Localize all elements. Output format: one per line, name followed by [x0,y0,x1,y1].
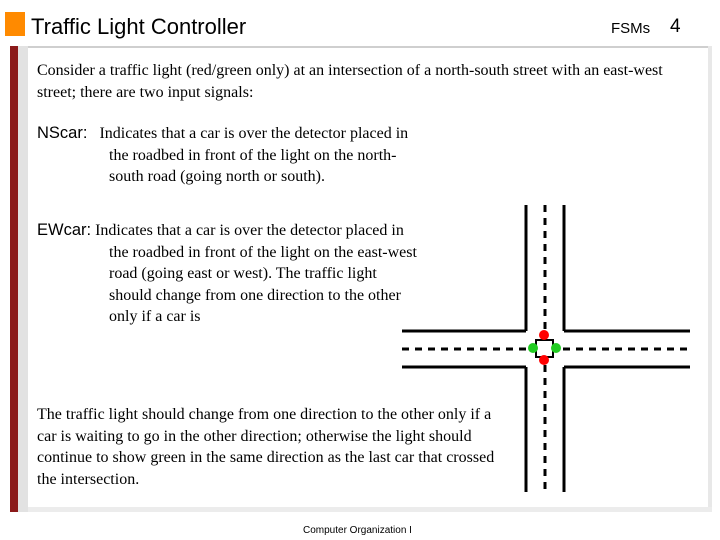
ewcar-text-3: road (going east or west). The traffic light [109,265,377,282]
south-signal-red-light [539,355,549,365]
title-accent-square [5,12,25,36]
slide-number: 4 [670,16,681,37]
ewcar-definition [37,220,417,328]
signal-box [536,340,553,357]
slide-section-tag: FSMs [611,20,651,37]
ewcar-text-2: the roadbed in front of the light on the east-west [109,243,417,261]
ewcar-term: EWcar: [37,221,92,239]
ewcar-text-1: Indicates that a car is over the detector placed in [95,222,404,239]
nscar-text-1: Indicates that a car is over the detector placed in [99,125,409,142]
nscar-text-3: south road (going north or south). [109,168,325,185]
east-signal-green-light [551,343,561,353]
footer-text: Computer Organization I [303,525,412,536]
intersection-diagram [400,200,692,496]
ewcar-text-4: should change from one direction to the other [109,286,401,304]
left-bar-shade [18,46,28,512]
west-signal-green-light [528,343,538,353]
intro-paragraph: Consider a traffic light (red/green only) at an intersection of a north-south street with an east-west street; there are two input signals: [37,62,663,101]
nscar-line-1 [37,123,408,145]
title-rule [28,46,708,48]
right-shade [708,46,712,512]
nscar-term: NScar: [37,124,88,142]
ewcar-text-5: only if a car is [109,308,201,325]
bottom-shade [28,507,712,512]
left-accent-bar [10,46,18,512]
closing-paragraph: The traffic light should change from one direction to the other only if a car is waiting to go in the other direction; otherwise the light should continue to show green in the same direction as the last car that crossed the intersection. [37,406,495,488]
north-signal-red-light [539,330,549,340]
nscar-text-2: the roadbed in front of the light on the north- [109,146,397,164]
slide-title: Traffic Light Controller [31,14,247,39]
nscar-definition [37,123,408,188]
ewcar-line-1 [37,220,417,242]
